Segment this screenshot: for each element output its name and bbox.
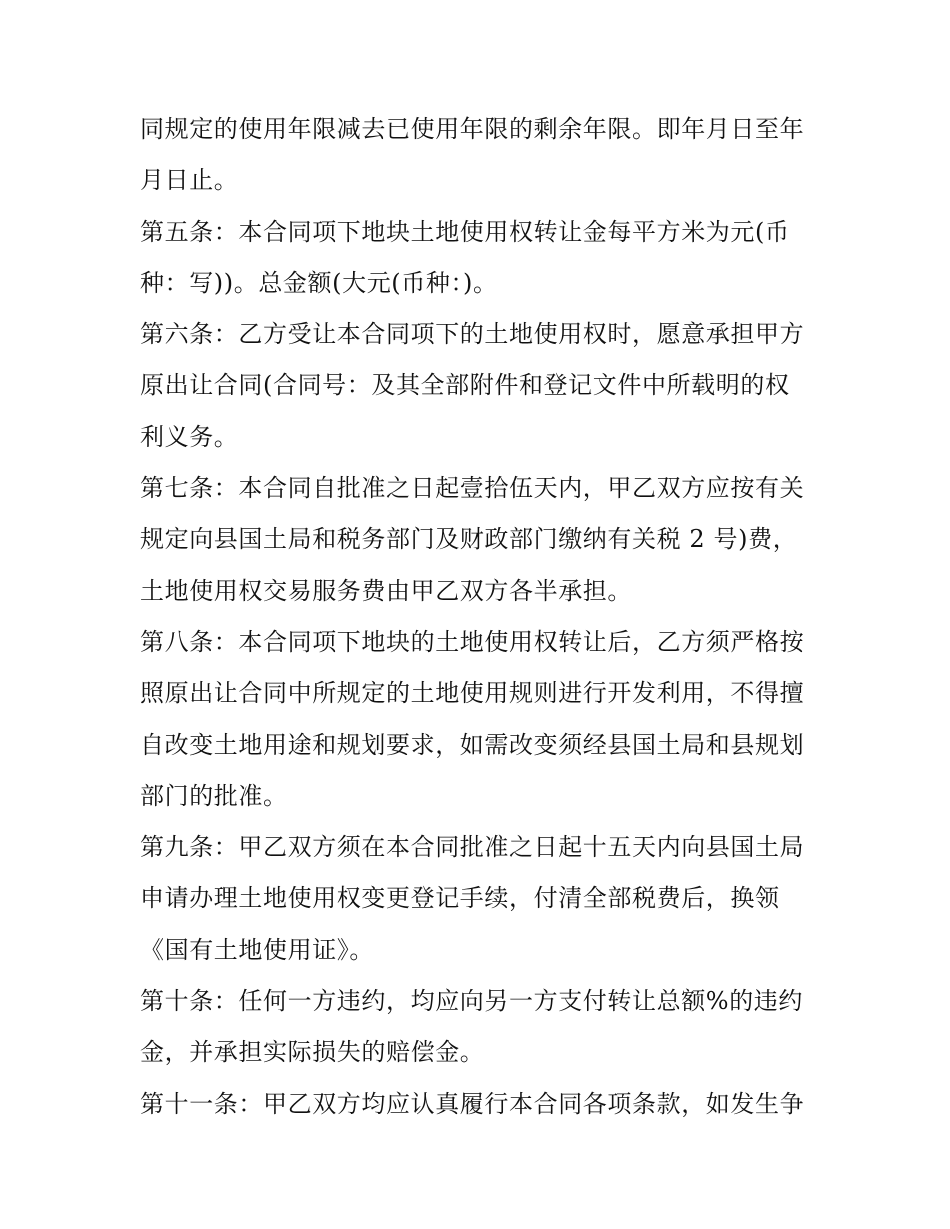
text-line: 第五条：本合同项下地块土地使用权转让金每平方米为元(币 [140,217,790,246]
text-line: 第十一条：甲乙双方均应认真履行本合同各项条款，如发生争 [140,1089,805,1118]
text-line: 第十条：任何一方违约，均应向另一方支付转让总额%的违约 [140,987,804,1016]
contract-text [140,104,830,1130]
text-line: 《国有土地使用证》。 [140,935,374,964]
text-line: 申请办理土地使用权变更登记手续，付清全部税费后，换领 [140,884,780,913]
text-line: 金，并承担实际损失的赔偿金。 [140,1038,485,1067]
text-line: 第九条：甲乙双方须在本合同批准之日起十五天内向县国土局 [140,833,805,862]
text-line: 月日止。 [140,166,239,195]
text-line: 种：写))。总金额(大元(币种：)。 [140,268,498,297]
text-line: 部门的批准。 [140,781,288,810]
text-line: 利义务。 [140,422,239,451]
text-line: 土地使用权交易服务费由甲乙双方各半承担。 [140,576,632,605]
text-line: 第七条：本合同自批准之日起壹拾伍天内，甲乙双方应按有关 [140,474,805,503]
text-line: 原出让合同(合同号：及其全部附件和登记文件中所载明的权 [140,371,790,400]
text-line: 自改变土地用途和规划要求，如需改变须经县国土局和县规划 [140,730,805,759]
text-line: 照原出让合同中所规定的土地使用规则进行开发利用，不得擅 [140,679,805,708]
text-line: 规定向县国土局和税务部门及财政部门缴纳有关税 2 号)费， [140,525,798,554]
text-line: 同规定的使用年限减去已使用年限的剩余年限。即年月日至年 [140,115,805,143]
text-line: 第八条：本合同项下地块的土地使用权转让后，乙方须严格按 [140,627,805,656]
text-line: 第六条：乙方受让本合同项下的土地使用权时，愿意承担甲方 [140,320,805,349]
